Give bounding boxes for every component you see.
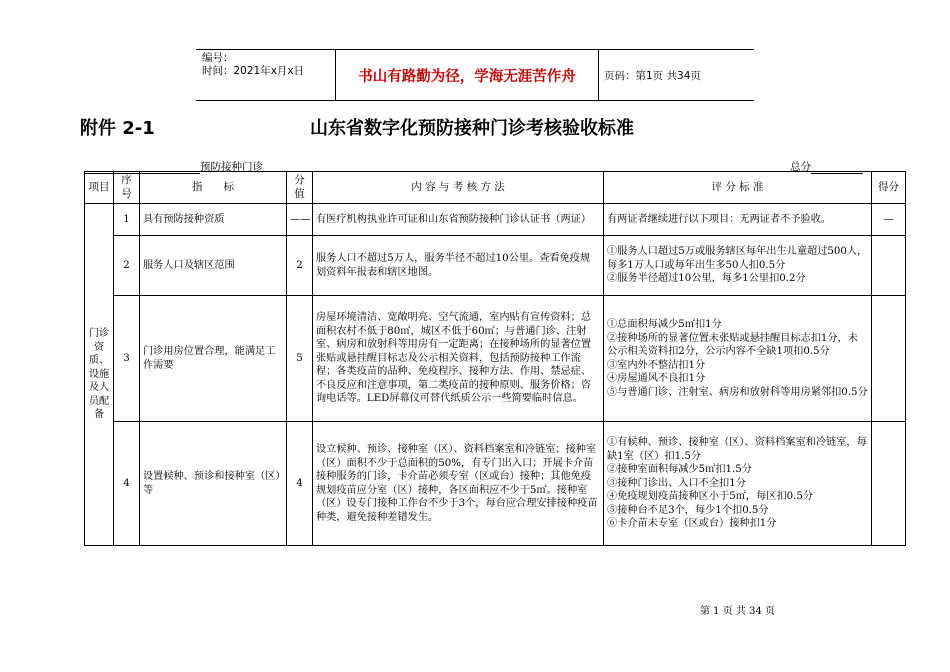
- category-cell: 门诊资质、设施及人员配备: [85, 204, 114, 546]
- row-indicator: 门诊用房位置合理，能满足工作需要: [140, 296, 287, 422]
- row-no: 3: [114, 296, 140, 422]
- row-indicator: 具有预防接种资质: [140, 204, 287, 236]
- page-label: 页码：第1页 共34页: [604, 69, 701, 82]
- col-got: 得分: [872, 172, 906, 204]
- col-item: 项目: [85, 172, 114, 204]
- col-criteria: 评 分 标 准: [604, 172, 872, 204]
- col-no: 序号: [114, 172, 140, 204]
- row-no: 4: [114, 422, 140, 546]
- row-indicator: 服务人口及辖区范围: [140, 236, 287, 296]
- row-method: 房屋环境清洁、宽敞明亮、空气流通，室内贴有宣传资料；总面积农村不低于80㎡，城区不低于60㎡；与普通门诊、注射室、病房和放射科等用房有一定距离；在接种场所的显著位置张贴或悬挂醒目标志及公示相关资料，包括预防接种工作流程；各类疫苗的品种、免疫程序、接种方法、作用、禁忌症、不良反应和注意事项，第二类疫苗的接种原则、服务价格；咨询电话等。LED屏幕仪可替代纸质公示一些简要临时信息。: [313, 296, 604, 422]
- row-method: 服务人口不超过5万人，服务半径不超过10公里。查看免疫规划资料年报表和辖区地图。: [313, 236, 604, 296]
- row-criteria: 有两证者继续进行以下项目：无两证者不予验收。: [604, 204, 872, 236]
- total-label: 总分: [790, 161, 811, 173]
- col-indicator: 指 标: [140, 172, 287, 204]
- row-score: 5: [287, 296, 313, 422]
- page-footer: 第 1 页 共 34 页: [700, 606, 775, 617]
- clinic-label: 预防接种门诊: [200, 161, 263, 173]
- col-score: 分值: [287, 172, 313, 204]
- col-method: 内 容 与 考 核 方 法: [313, 172, 604, 204]
- row-criteria: ①服务人口超过5万或服务辖区每年出生儿童超过500人，每多1万人口或每年出生多50人扣0.5分 ②服务半径超过10公里，每多1公里扣0.2分: [604, 236, 872, 296]
- row-no: 1: [114, 204, 140, 236]
- header-meta: [196, 50, 336, 100]
- table-row: [85, 204, 906, 236]
- row-criteria: ①有候种、预诊、接种室（区）、资料档案室和冷链室，每缺1室（区）扣1.5分 ②接种室面积每减少5㎡扣1.5分 ③接种门诊出、入口不全扣1分 ④免疫规划疫苗接种区小于5㎡，每区扣0.5分 ⑤接种台不足3个，每少1个扣0.5分 ⑥卡介苗未专室（区或台）接种扣1分: [604, 422, 872, 546]
- row-got: [872, 236, 906, 296]
- date-label: 时间：2021年x月x日: [202, 65, 305, 77]
- motto: 书山有路勤为径，学海无涯苦作舟: [336, 50, 599, 100]
- assessment-table: [84, 171, 906, 546]
- row-got: —: [872, 204, 906, 236]
- row-score: ——: [287, 204, 313, 236]
- table-row: [85, 296, 906, 422]
- row-no: 2: [114, 236, 140, 296]
- number-label: 编号：: [202, 52, 234, 64]
- page-header: [196, 49, 754, 101]
- table-row: [85, 236, 906, 296]
- table-header-row: [85, 172, 906, 204]
- row-score: 4: [287, 422, 313, 546]
- row-got: [872, 296, 906, 422]
- row-got: [872, 422, 906, 546]
- row-criteria: ①总面积每减少5㎡扣1分 ②接种场所的显著位置未张贴或悬挂醒目标志扣1分，未公示相关资料扣2分，公示内容不全缺1项扣0.5分 ③室内外不整洁扣1分 ④房屋通风不良扣1分 ⑤与普通门诊、注射室、病房和放射科等用房紧邻扣0.5分: [604, 296, 872, 422]
- row-method: 设立候种、预诊、接种室（区）、资料档案室和冷链室；接种室（区）面积不少于总面积的50%，有专门出入口；开展卡介苗接种服务的门诊，卡介苗必须专室（区或台）接种；其他免疫规划疫苗应分室（区）接种，各区面积应不少于5㎡。接种室（区）设专门接种工作台不少于3个，每台应合理安排接种疫苗种类，避免接种差错发生。: [313, 422, 604, 546]
- row-score: 2: [287, 236, 313, 296]
- annex-label: 附件 2-1: [80, 118, 155, 139]
- table-row: [85, 422, 906, 546]
- row-indicator: 设置候种、预诊和接种室（区）等: [140, 422, 287, 546]
- document-title: 山东省数字化预防接种门诊考核验收标准: [310, 118, 634, 139]
- row-method: 有医疗机构执业许可证和山东省预防接种门诊认证书（两证）: [313, 204, 604, 236]
